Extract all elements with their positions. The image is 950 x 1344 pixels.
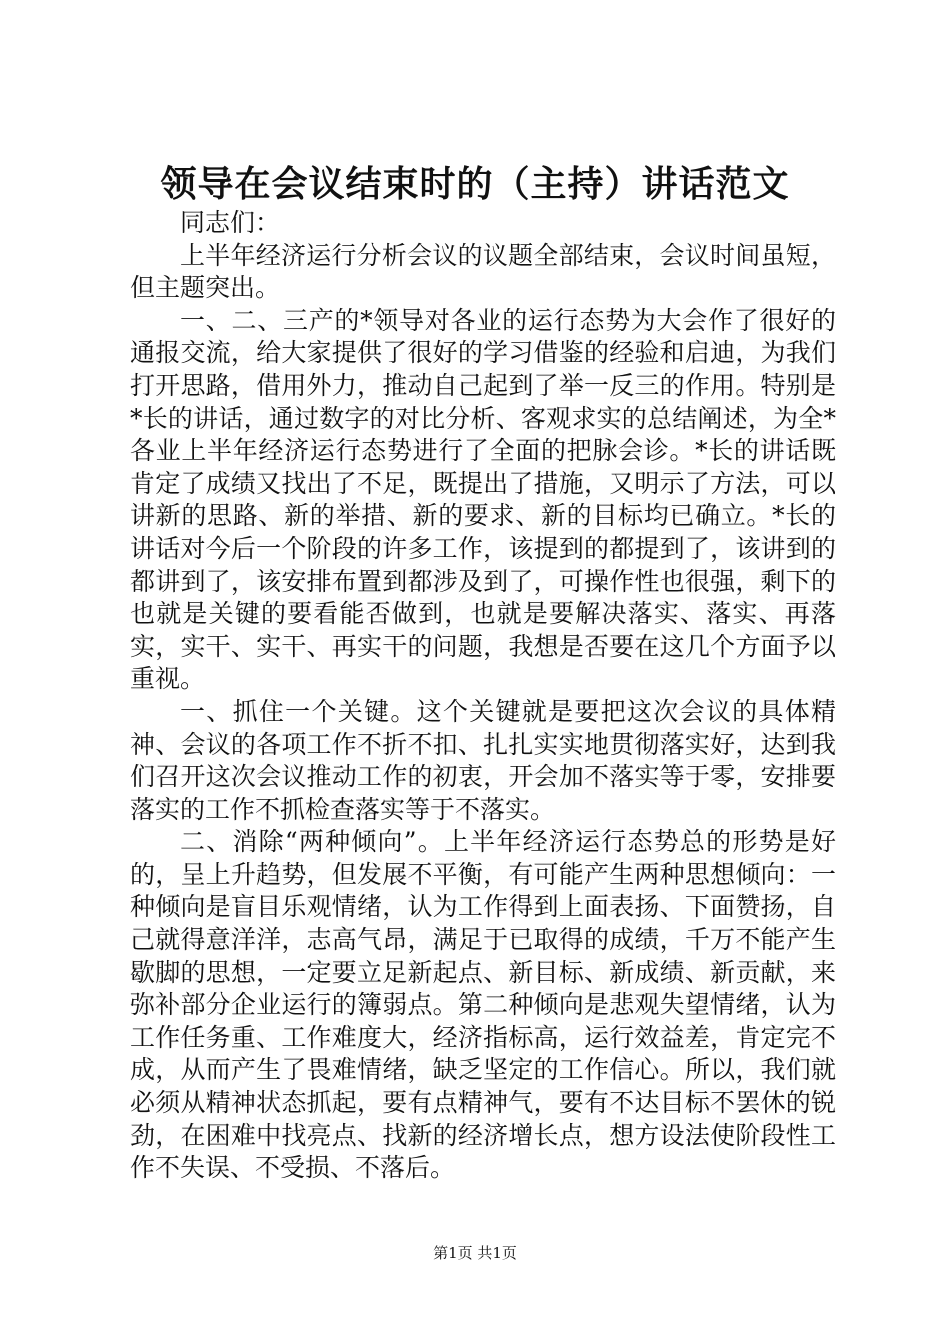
tendencies-paragraph: 二、消除“两种倾向”。上半年经济运行态势总的形势是好的，呈上升趋势，但发展不平衡，有可能产生两种思想倾向：一种倾向是盲目乐观情绪，认为工作得到上面表扬、下面赞扬，自己就得意洋洋，志高气昂，满足于已取得的成绩，千万不能产生歇脚的思想，一定要立足新起点、新目标、新成绩、新贡献，来弥补部分企业运行的簿弱点。第二种倾向是悲观失望情绪，认为工作任务重、工作难度大，经济指标高，运行效益差，肯定完不成，从而产生了畏难情绪，缺乏坚定的工作信心。所以，我们就必须从精神状态抓起，要有点精神气，要有不达目标不罢休的锐劲，在困难中找亮点、找新的经济增长点，想方设法使阶段性工作不失误、不受损、不落后。 xyxy=(130,827,836,1183)
opening-paragraph: 上半年经济运行分析会议的议题全部结束，会议时间虽短，但主题突出。 xyxy=(130,240,836,303)
document-body xyxy=(130,207,836,1185)
review-paragraph: 一、二、三产的*领导对各业的运行态势为大会作了很好的通报交流，给大家提供了很好的学习借鉴的经验和启迪，为我们打开思路，借用外力，推动自己起到了举一反三的作用。特别是*长的讲话，通过数字的对比分析、客观求实的总结阐述，为全*各业上半年经济运行态势进行了全面的把脉会诊。*长的讲话既肯定了成绩又找出了不足，既提出了措施，又明示了方法，可以讲新的思路、新的举措、新的要求、新的目标均已确立。*长的讲话对今后一个阶段的许多工作，该提到的都提到了，该讲到的都讲到了，该安排布置到都涉及到了，可操作性也很强，剩下的也就是关键的要看能否做到，也就是要解决落实、落实、再落实，实干、实干、再实干的问题，我想是否要在这几个方面予以重视。 xyxy=(130,305,836,694)
key-point-paragraph: 一、抓住一个关键。这个关键就是要把这次会议的具体精神、会议的各项工作不折不扣、扎扎实实地贯彻落实好，达到我们召开这次会议推动工作的初衷，开会加不落实等于零，安排要落实的工作不抓检查落实等于不落实。 xyxy=(130,696,836,824)
salutation-paragraph: 同志们： xyxy=(180,208,281,237)
document-title: 领导在会议结束时的（主持）讲话范文 xyxy=(160,163,790,205)
page-footer: 第1页 共1页 xyxy=(433,1244,517,1262)
